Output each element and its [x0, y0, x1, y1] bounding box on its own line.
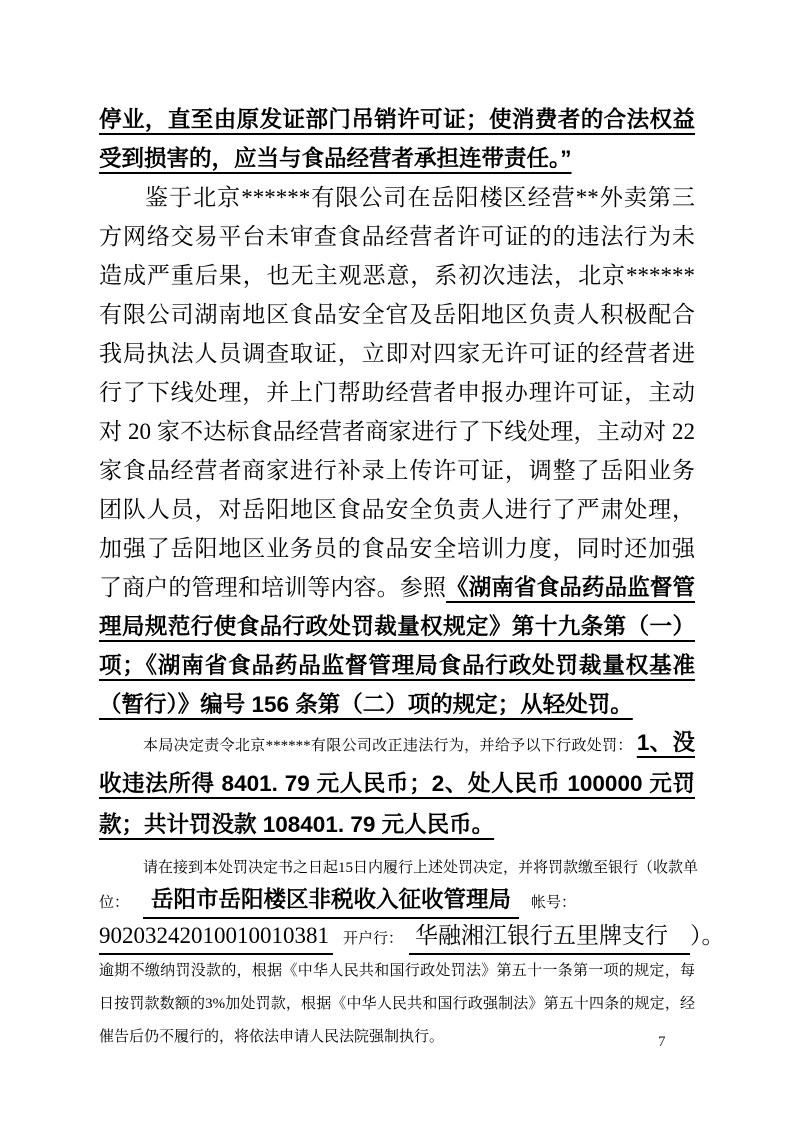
payment-instruction-line1 — [99, 853, 699, 883]
mitigation-paragraph — [99, 178, 695, 724]
account-number-field: 90203242010010010381 — [99, 921, 333, 955]
overdue-penalty-paragraph — [99, 955, 695, 1054]
payment-payee-line — [99, 885, 695, 919]
payee-label: 位： — [99, 895, 130, 911]
bank-label: 开户行： — [343, 931, 404, 947]
mitigation-body-text: 鉴于北京******有限公司在岳阳楼区经营**外卖第三方网络交易平台未审查食品经营者许可证的的违法行为未造成严重后果，也无主观恶意，系初次违法，北京******有限公司湖南地区食品安全官及岳阳地区负责人积极配合我局执法人员调查取证，立即对四家无许可证的经营者进行了下线处理，并上门帮助经营者申报办理许可证，主动对 20 家不达标食品经营者商家进行了下线处理，主动对 22 家食品经营者商家进行补录上传许可证，调整了岳阳业务团队人员，对岳阳地区食品安全负责人进行了严肃处理，加强了岳阳地区业务员的食品安全培训力度，同时还加强了商户的管理和培训等内容。参照 — [99, 185, 695, 600]
account-label: 帐号： — [531, 895, 577, 911]
document-content — [99, 100, 725, 1054]
payment-account-line — [99, 921, 725, 955]
bank-name-field: 华融湘江银行五里牌支行 — [409, 921, 690, 955]
cited-regulation-text: 《湖南省食品药品监督管理局规范行使食品行政处罚裁量权规定》第十九条第（一）项；《湖南省食品药品监督管理局食品行政处罚裁量权基准（暂行）》编号 156 条第（二）项的规定；从轻处罚。 — [99, 575, 695, 717]
penalty-decision-intro-text: 本局决定责令北京******有限公司改正违法行为，并给予以下行政处罚： — [143, 738, 633, 754]
payee-name-field: 岳阳市岳阳楼区非税收入征收管理局 — [143, 885, 519, 919]
page-number: 7 — [658, 1034, 666, 1050]
quoted-legal-clause-text: 停业，直至由原发证部门吊销许可证；使消费者的合法权益受到损害的，应当与食品经营者承担连带责任。” — [99, 107, 695, 171]
quoted-legal-clause-paragraph — [99, 100, 695, 178]
overdue-penalty-text: 逾期不缴纳罚没款的，根据《中华人民共和国行政处罚法》第五十一条第一项的规定，每日按罚款数额的3%加处罚款，根据《中华人民共和国行政强制法》第五十四条的规定，经催告后仍不履行的，将依法申请人民法院强制执行。 — [99, 963, 695, 1045]
payment-instruction-text: 请在接到本处罚决定书之日起15日内履行上述处罚决定，并将罚款缴至银行（收款单 — [143, 860, 699, 876]
payment-instruction-block — [99, 853, 725, 955]
penalty-decision-paragraph — [99, 724, 695, 847]
closing-bracket-text: ）。 — [690, 923, 725, 948]
penalty-items-text: 1、没收违法所得 8401. 79 元人民币；2、处人民币 100000 元罚款；共计罚没款 108401. 79 元人民币。 — [99, 730, 695, 837]
